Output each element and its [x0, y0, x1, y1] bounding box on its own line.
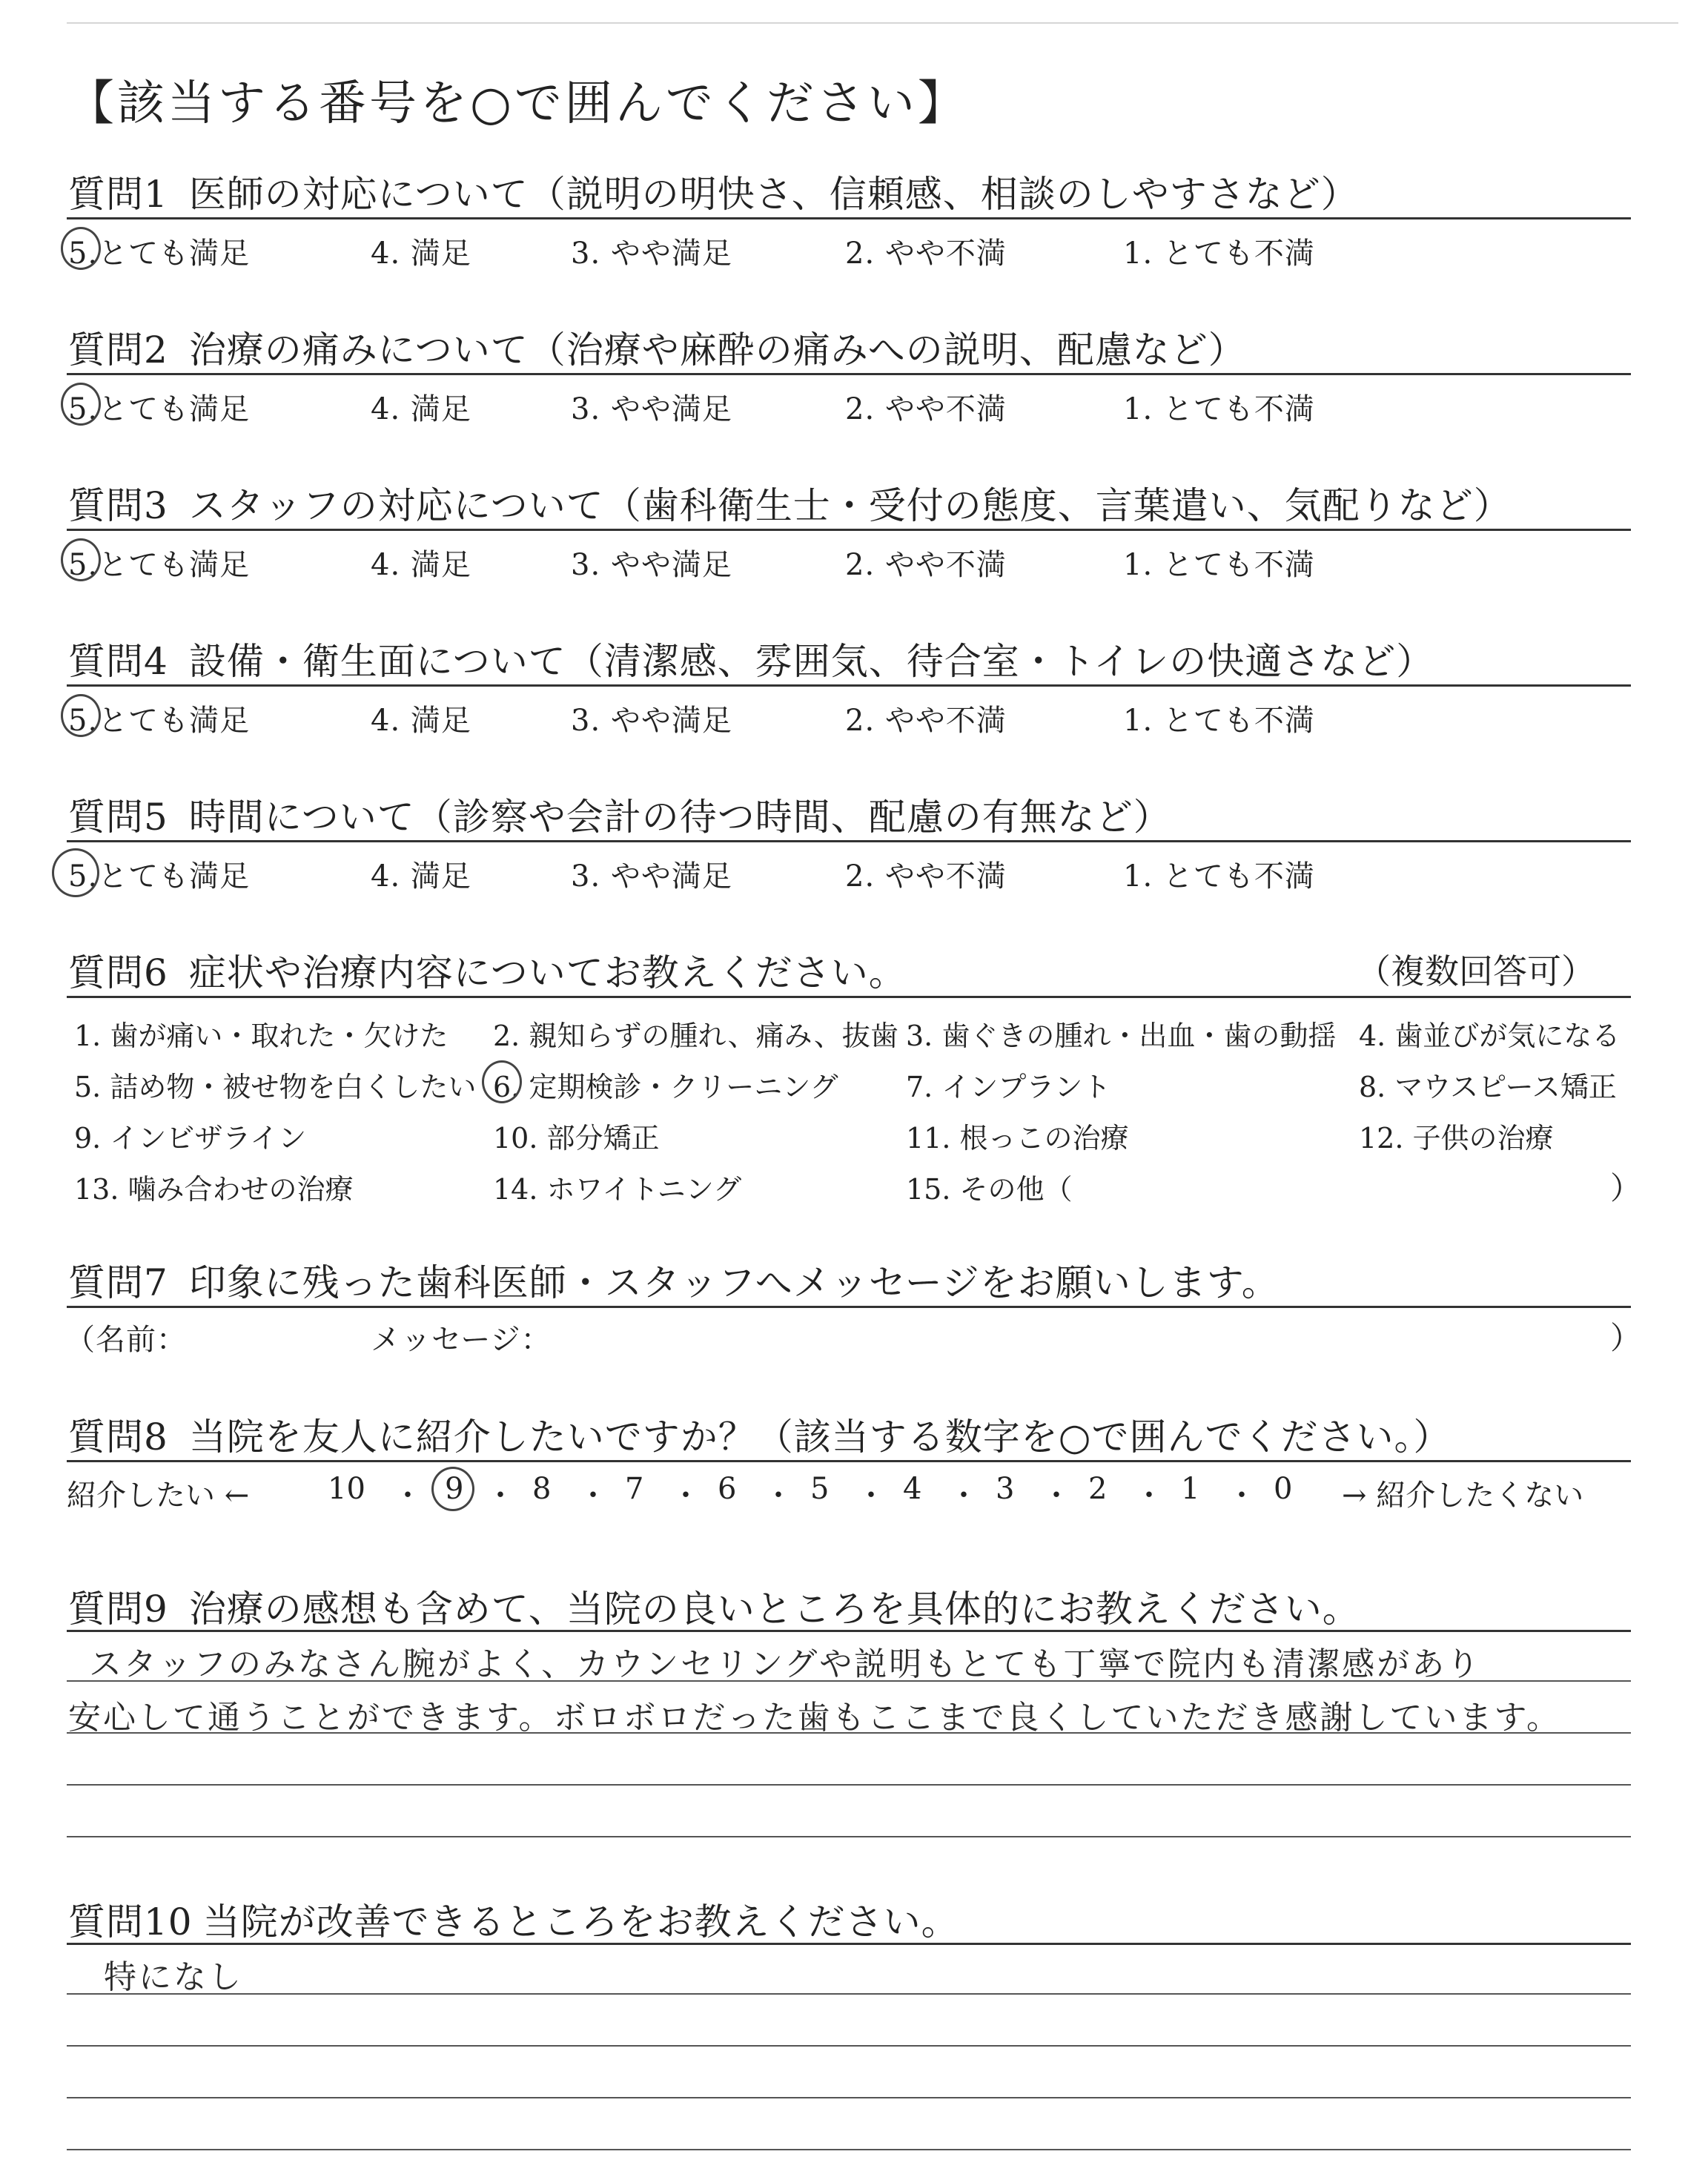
- q7-text: 印象に残った歯科医師・スタッフへメッセージをお願いします。: [188, 1261, 1280, 1304]
- q9-text: 治療の感想も含めて、当院の良いところを具体的にお教えください。: [188, 1588, 1360, 1631]
- q3-option-4[interactable]: 4. 満足: [371, 548, 471, 582]
- q8-score-6[interactable]: 6: [718, 1472, 737, 1506]
- q2-number: 質問2: [68, 328, 168, 371]
- q8-separator: ・: [578, 1479, 608, 1513]
- q8-left-label: 紹介したい ←: [67, 1479, 250, 1513]
- q2-option-5[interactable]: 5.とても満足: [68, 392, 251, 426]
- q1-option-3[interactable]: 3. やや満足: [571, 237, 732, 271]
- q4-option-5[interactable]: 5.とても満足: [68, 704, 251, 738]
- q9-title: [68, 1579, 1360, 1633]
- q8-score-1[interactable]: 1: [1181, 1472, 1200, 1506]
- q6-text: 症状や治療内容についてお教えください。: [188, 951, 907, 994]
- q1-text: 医師の対応について（説明の明快さ、信頼感、相談のしやすさなど）: [188, 173, 1359, 216]
- q6-item-7[interactable]: 7. インプラント: [906, 1071, 1111, 1103]
- q2-option-3[interactable]: 3. やや満足: [571, 392, 732, 426]
- top-rule: [67, 22, 1678, 24]
- q3-rule: [67, 529, 1631, 531]
- q3-title: [68, 476, 1512, 529]
- q6-item-6[interactable]: 6. 定期検診・クリーニング: [493, 1071, 838, 1103]
- q4-option-3[interactable]: 3. やや満足: [571, 704, 732, 738]
- q10-answer-rule: [67, 2045, 1631, 2047]
- q8-separator: ・: [949, 1479, 979, 1513]
- q2-title: [68, 320, 1246, 374]
- q1-option-2[interactable]: 2. やや不満: [845, 237, 1007, 271]
- q5-rule: [67, 840, 1631, 842]
- q6-number: 質問6: [68, 951, 168, 994]
- q9-answer-rule: [67, 1784, 1631, 1786]
- q6-item-10[interactable]: 10. 部分矯正: [493, 1122, 660, 1155]
- q6-item-8[interactable]: 8. マウスピース矯正: [1359, 1071, 1617, 1103]
- q10-text: 当院が改善できるところをお教えください。: [202, 1900, 959, 1943]
- q6-item-3[interactable]: 3. 歯ぐきの腫れ・出血・歯の動揺: [906, 1020, 1337, 1052]
- q8-separator: ・: [856, 1479, 886, 1513]
- q6-item-12[interactable]: 12. 子供の治療: [1359, 1122, 1554, 1155]
- q8-score-9[interactable]: 9: [445, 1472, 464, 1506]
- q3-option-3[interactable]: 3. やや満足: [571, 548, 732, 582]
- q8-score-5[interactable]: 5: [810, 1472, 830, 1506]
- q10-title: [68, 1892, 959, 1946]
- q6-item-4[interactable]: 4. 歯並びが気になる: [1359, 1020, 1621, 1052]
- q3-text: スタッフの対応について（歯科衛生士・受付の態度、言葉遣い、気配りなど）: [188, 484, 1512, 527]
- q3-option-5[interactable]: 5.とても満足: [68, 548, 251, 582]
- q8-score-4[interactable]: 4: [903, 1472, 922, 1506]
- q5-title: [68, 787, 1171, 841]
- q10-number: 質問10: [68, 1900, 193, 1943]
- q3-selected-circle: [61, 538, 101, 581]
- q7-title: [68, 1253, 1280, 1307]
- q3-option-1[interactable]: 1. とても不満: [1123, 548, 1315, 582]
- q8-separator: ・: [1042, 1479, 1071, 1513]
- q5-text: 時間について（診察や会計の待つ時間、配慮の有無など）: [188, 796, 1171, 839]
- q10-answer-rule: [67, 2149, 1631, 2150]
- q6-item-9[interactable]: 9. インビザライン: [74, 1122, 307, 1155]
- q8-separator: ・: [393, 1479, 423, 1513]
- q10-answer-rule: [67, 1993, 1631, 1995]
- q7-number: 質問7: [68, 1261, 168, 1304]
- q6-multiple-note: （複数回答可）: [1357, 951, 1595, 991]
- q8-score-0[interactable]: 0: [1274, 1472, 1293, 1506]
- q6-other-close: ）: [1610, 1170, 1642, 1206]
- q8-score-2[interactable]: 2: [1088, 1472, 1108, 1506]
- q7-name-label: （名前：: [65, 1323, 187, 1357]
- q10-rule: [67, 1943, 1631, 1945]
- q8-separator: ・: [1134, 1479, 1164, 1513]
- q6-item-14[interactable]: 14. ホワイトニング: [493, 1173, 742, 1206]
- q6-item-5[interactable]: 5. 詰め物・被せ物を白くしたい: [74, 1071, 477, 1103]
- q8-score-3[interactable]: 3: [996, 1472, 1015, 1506]
- q6-title: [68, 943, 907, 997]
- q8-selected-circle: [431, 1467, 474, 1511]
- q1-selected-circle: [61, 227, 101, 270]
- q6-item-11[interactable]: 11. 根っこの治療: [906, 1122, 1129, 1155]
- q8-score-8[interactable]: 8: [532, 1472, 552, 1506]
- q8-number: 質問8: [68, 1416, 168, 1459]
- q4-option-2[interactable]: 2. やや不満: [845, 704, 1007, 738]
- q1-rule: [67, 217, 1631, 219]
- q8-score-10[interactable]: 10: [328, 1472, 365, 1506]
- q6-item-1[interactable]: 1. 歯が痛い・取れた・欠けた: [74, 1020, 448, 1052]
- q5-number: 質問5: [68, 796, 168, 839]
- q2-option-1[interactable]: 1. とても不満: [1123, 392, 1315, 426]
- q1-option-5[interactable]: 5.とても満足: [68, 237, 251, 271]
- q9-answer-rule: [67, 1836, 1631, 1837]
- q1-title: [68, 165, 1359, 218]
- q2-option-2[interactable]: 2. やや不満: [845, 392, 1007, 426]
- q6-item-15[interactable]: 15. その他（: [906, 1173, 1073, 1206]
- q9-answer-line-2: 安心して通うことができます。ボロボロだった歯もここまで良くしていただき感謝しています。: [68, 1699, 1561, 1737]
- q4-rule: [67, 684, 1631, 687]
- q5-selected-circle: [52, 848, 99, 897]
- q6-item-2[interactable]: 2. 親知らずの腫れ、痛み、抜歯: [493, 1020, 898, 1052]
- q9-answer-line-1: スタッフのみなさん腕がよく、カウンセリングや説明もとても丁寧で院内も清潔感があり: [89, 1645, 1482, 1683]
- q8-rule: [67, 1460, 1631, 1462]
- q5-option-1[interactable]: 1. とても不満: [1123, 859, 1315, 894]
- q9-answer-rule: [67, 1732, 1631, 1734]
- q10-answer-rule: [67, 2097, 1631, 2098]
- q8-separator: ・: [1227, 1479, 1257, 1513]
- q2-text: 治療の痛みについて（治療や麻酔の痛みへの説明、配慮など）: [188, 328, 1246, 371]
- q5-option-5[interactable]: 5.とても満足: [68, 859, 251, 894]
- q6-selected-circle: [482, 1060, 522, 1103]
- q6-item-13[interactable]: 13. 噛み合わせの治療: [74, 1173, 354, 1206]
- q4-option-4[interactable]: 4. 満足: [371, 704, 471, 738]
- q7-message-label: メッセージ：: [371, 1323, 552, 1357]
- q4-title: [68, 632, 1434, 685]
- q3-number: 質問3: [68, 484, 168, 527]
- q5-option-3[interactable]: 3. やや満足: [571, 859, 732, 894]
- q9-answer-rule: [67, 1680, 1631, 1682]
- q8-right-label: → 紹介したくない: [1342, 1479, 1584, 1513]
- q2-option-4[interactable]: 4. 満足: [371, 392, 471, 426]
- q4-text: 設備・衛生面について（清潔感、雰囲気、待合室・トイレの快適さなど）: [188, 640, 1434, 683]
- q8-score-7[interactable]: 7: [625, 1472, 644, 1506]
- q2-selected-circle: [61, 383, 101, 426]
- q5-option-2[interactable]: 2. やや不満: [845, 859, 1007, 894]
- q9-number: 質問9: [68, 1588, 168, 1631]
- q8-separator: ・: [486, 1479, 515, 1513]
- q5-option-4[interactable]: 4. 満足: [371, 859, 471, 894]
- q7-rule: [67, 1306, 1631, 1308]
- q8-separator: ・: [671, 1479, 701, 1513]
- q1-number: 質問1: [68, 173, 168, 216]
- q3-option-2[interactable]: 2. やや不満: [845, 548, 1007, 582]
- q4-selected-circle: [61, 694, 101, 737]
- q2-rule: [67, 373, 1631, 375]
- page-heading: 【該当する番号を○で囲んでください】: [67, 76, 968, 131]
- q4-number: 質問4: [68, 640, 168, 683]
- q8-text: 当院を友人に紹介したいですか？（該当する数字を○で囲んでください。）: [188, 1416, 1452, 1459]
- q9-rule: [67, 1630, 1631, 1632]
- q1-option-1[interactable]: 1. とても不満: [1123, 237, 1315, 271]
- q8-title: [68, 1407, 1451, 1461]
- q4-option-1[interactable]: 1. とても不満: [1123, 704, 1315, 738]
- q7-close: ）: [1610, 1320, 1642, 1356]
- q10-answer-line-1: 特になし: [104, 1958, 243, 1996]
- q6-rule: [67, 996, 1631, 998]
- q8-separator: ・: [764, 1479, 793, 1513]
- q1-option-4[interactable]: 4. 満足: [371, 237, 471, 271]
